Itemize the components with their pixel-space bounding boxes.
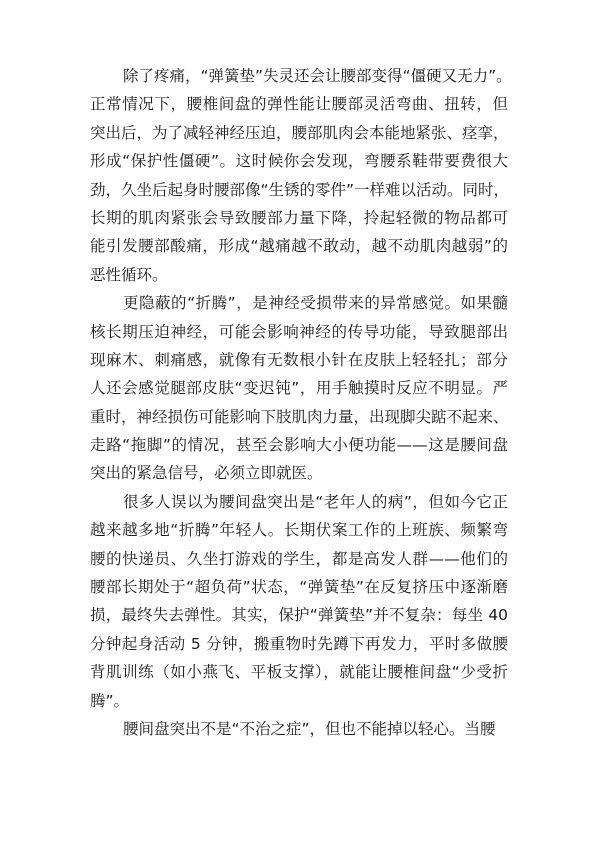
text-line: 越来越多地“折腾”年轻人。长期伏案工作的上班族、频繁弯 bbox=[90, 521, 508, 540]
paragraph-conclusion bbox=[90, 715, 508, 743]
text-line: 腰部长期处于“超负荷”状态，“弹簧垫”在反复挤压中逐渐磨 bbox=[90, 578, 508, 597]
text-line: 突出的紧急信号，必须立即就医。 bbox=[90, 464, 323, 483]
text-line: 正常情况下，腰椎间盘的弹性能让腰部灵活弯曲、扭转，但 bbox=[90, 95, 508, 114]
text-line: 重时，神经损伤可能影响下肢肌肉力量，出现脚尖踮不起来、 bbox=[90, 407, 509, 426]
text-line: 能引发腰部酸痛，形成“越痛越不敢动，越不动肌肉越弱”的 bbox=[90, 237, 508, 256]
text-line: 腰间盘突出不是“不治之症”，但也不能掉以轻心。当腰 bbox=[123, 719, 496, 738]
text-line: 更隐蔽的“折腾”，是神经受损带来的异常感觉。如果髓 bbox=[123, 294, 508, 313]
text-line: 恶性循环。 bbox=[90, 265, 168, 284]
paragraph-stiffness bbox=[90, 62, 512, 289]
text-line: 很多人误以为腰间盘突出是“老年人的病”，但如今它正 bbox=[123, 492, 508, 511]
text-line: 分钟起身活动 5 分钟，搬重物时先蹲下再发力，平时多做腰 bbox=[90, 634, 508, 653]
text-line: 现麻木、刺痛感，就像有无数根小针在皮肤上轻轻扎；部分 bbox=[90, 350, 508, 369]
text-line: 长期的肌肉紧张会导致腰部力量下降，拎起轻微的物品都可 bbox=[90, 208, 508, 227]
text-line: 腾”。 bbox=[90, 691, 130, 710]
text-line: 损，最终失去弹性。其实，保护“弹簧垫”并不复杂：每坐 40 bbox=[90, 606, 508, 625]
text-line: 腰的快递员、久坐打游戏的学生，都是高发人群——他们的 bbox=[90, 549, 508, 568]
text-line: 背肌训练（如小燕飞、平板支撑），就能让腰椎间盘“少受折 bbox=[90, 663, 508, 682]
paragraph-nerve-damage bbox=[90, 289, 508, 488]
text-line: 形成“保护性僵硬”。这时候你会发现，弯腰系鞋带要费很大 bbox=[90, 152, 508, 171]
document-page bbox=[90, 62, 512, 743]
paragraph-young-people bbox=[90, 488, 508, 715]
text-line: 除了疼痛，“弹簧垫”失灵还会让腰部变得“僵硬又无力”。 bbox=[123, 67, 512, 85]
text-line: 人还会感觉腿部皮肤“变迟钝”，用手触摸时反应不明显。严 bbox=[90, 379, 508, 398]
text-line: 突出后，为了减轻神经压迫，腰部肌肉会本能地紧张、痉挛， bbox=[90, 123, 509, 142]
text-line: 核长期压迫神经，可能会影响神经的传导功能，导致腿部出 bbox=[90, 322, 508, 341]
text-line: 走路“拖脚”的情况，甚至会影响大小便功能——这是腰间盘 bbox=[90, 436, 508, 455]
text-line: 劲，久坐后起身时腰部像“生锈的零件”一样难以活动。同时， bbox=[90, 180, 510, 199]
